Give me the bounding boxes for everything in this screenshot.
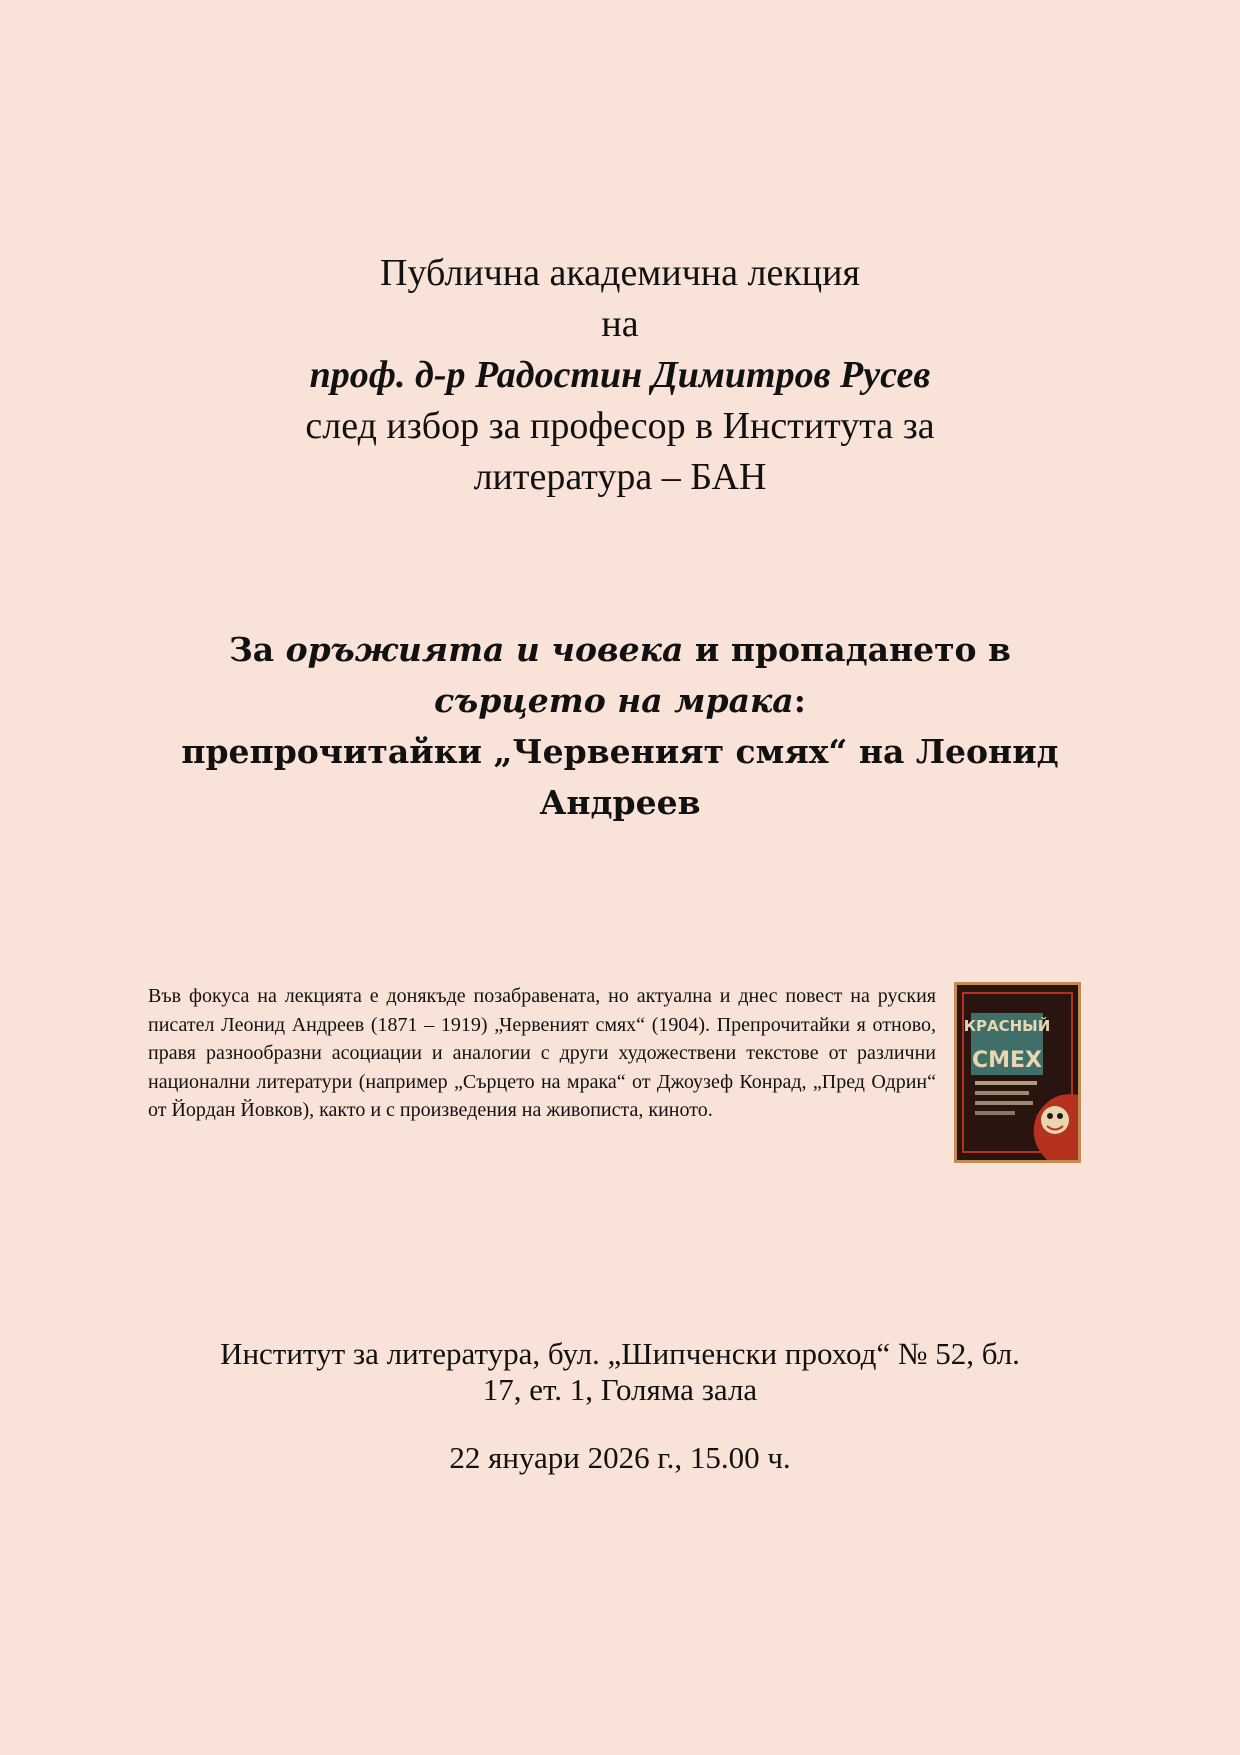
lecture-title xyxy=(120,624,1120,828)
event-datetime: 22 януари 2026 г., 15.00 ч. xyxy=(449,1440,791,1475)
title-line-1 xyxy=(120,624,1120,675)
lecture-header xyxy=(160,248,1080,503)
title-italic-phrase: сърцето на мрака xyxy=(434,681,794,720)
header-line-after-election: след избор за професор в Института за xyxy=(305,405,935,447)
title-text: За xyxy=(229,630,286,669)
title-italic-phrase: оръжията и човека xyxy=(285,630,684,669)
lecturer-name: проф. д-р Радостин Димитров Русев xyxy=(309,354,931,396)
title-line-4: Андреев xyxy=(539,783,701,822)
title-text: и пропадането в xyxy=(683,630,1011,669)
book-cover-image xyxy=(954,982,1081,1163)
header-line-institute: литература – БАН xyxy=(473,456,767,498)
title-text: : xyxy=(793,681,806,720)
title-line-3: препрочитайки „Червеният смях“ на Леонид xyxy=(181,732,1059,771)
title-line-2 xyxy=(120,675,1120,726)
venue-line-1: Институт за литература, бул. „Шипченски проход“ № 52, бл. xyxy=(220,1336,1020,1371)
header-line-na: на xyxy=(601,303,639,345)
lecture-abstract: Във фокуса на лекцията е донякъде позабравената, но актуална и днес повест на руския писател Леонид Андреев (1871 – 1919) „Червеният смях“ (1904). Препрочитайки я отново, правя разнообразни асоциации и аналогии с други художествени текстове от различни национални литератури (например „Сърцето на мрака“ от Джоузеф Конрад, „Пред Одрин“ от Йордан Йовков), както и с произведения на живописта, киното. xyxy=(148,985,936,1121)
venue-address xyxy=(150,1336,1090,1408)
cover-title-word-1: КРАСНЫЙ xyxy=(963,1017,1051,1035)
cover-title-word-2: СМЕХ xyxy=(971,1048,1043,1073)
venue-line-2: 17, ет. 1, Голяма зала xyxy=(482,1372,758,1407)
book-cover-illustration xyxy=(957,985,1078,1160)
header-line-public-lecture: Публична академична лекция xyxy=(380,252,860,294)
